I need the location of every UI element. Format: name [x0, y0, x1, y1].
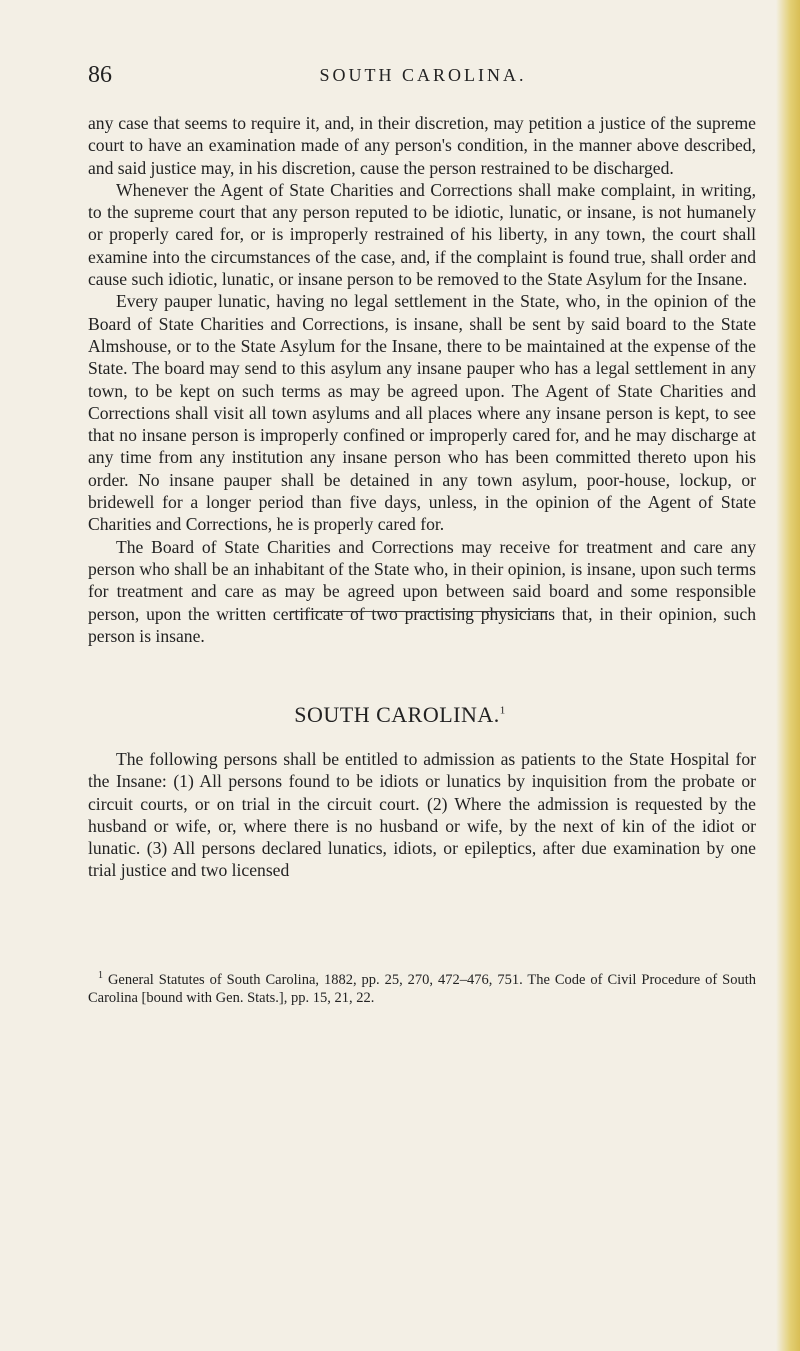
footnote-text: General Statutes of South Carolina, 1882, pp. 25, 270, 472–476, 751. The Code of Civil Procedure of South Carolina [bound with Gen. Stats.], pp. 15, 21, 22. [88, 971, 757, 1006]
paragraph: Whenever the Agent of State Charities and Corrections shall make complaint, in writing, to the supreme court that any person reputed to be idiotic, lunatic, or insane, is not humanely or properly cared for, or is improperly restrained of his liberty, in any town, the court shall examine into the circumstances of the case, and, if the complaint is found true, shall order and cause such idiotic, lunatic, or insane person to be removed to the State Asylum for the Insane. [88, 179, 756, 290]
footnote-reference: 1 [499, 704, 506, 717]
section-title: SOUTH CAROLINA. [294, 702, 500, 727]
footnote-marker: 1 [98, 970, 103, 981]
paragraph: Every pauper lunatic, having no legal settlement in the State, who, in the opinion of the Board of State Charities and Corrections, is insane, shall be sent by said board to the State Almshouse, or to the State Asylum for the Insane, there to be maintained at the expense of the State. The board may send to this asylum any insane pauper who has a legal settlement in any town, to be kept on such terms as may be agreed upon. The Agent of State Charities and Corrections shall visit all town asylums and all places where any insane person is kept, to see that no insane person is improperly confined or improperly cared for, and he may discharge at any time from any institution any insane person who has been committed thereto upon his order. No insane pauper shall be detained in any town asylum, poor-house, lockup, or bridewell for a longer period than five days, unless, in the opinion of the Agent of State Charities and Corrections, he is properly cared for. [88, 291, 756, 535]
running-head: SOUTH CAROLINA. [319, 65, 527, 85]
page-edge [776, 0, 800, 1351]
page-header [88, 62, 758, 92]
footnote [88, 967, 756, 1007]
paragraph: The following persons shall be entitled to admission as patients to the State Hospital for the Insane: (1) All persons found to be idiots or lunatics by inquisition from the probate or circuit courts, or on trial in the circuit court. (2) Where the admission is requested by the husband or wife, or, where there is no husband or wife, by the next of kin of the idiot or lunatic. (3) All persons declared lunatics, idiots, or epileptics, after due examination by one trial justice and two licensed [88, 749, 756, 881]
paragraph: The Board of State Charities and Corrections may receive for treatment and care any person who shall be an inhabitant of the State who, in their opinion, is insane, upon such terms for treatment and care as may be agreed upon between said board and some responsible person, upon the written certificate of two practising physicians that, in their opinion, such person is insane. [88, 536, 756, 646]
section-text [88, 748, 756, 882]
page-number: 86 [88, 62, 112, 88]
paragraph: any case that seems to require it, and, in their discretion, may petition a justice of the supreme court to have an examination made of any person's condition, in the manner above described, and said justice may, in his discretion, cause the person restrained to be discharged. [88, 113, 756, 178]
section-divider [291, 611, 548, 612]
body-text [88, 112, 756, 647]
section-heading [0, 702, 800, 728]
